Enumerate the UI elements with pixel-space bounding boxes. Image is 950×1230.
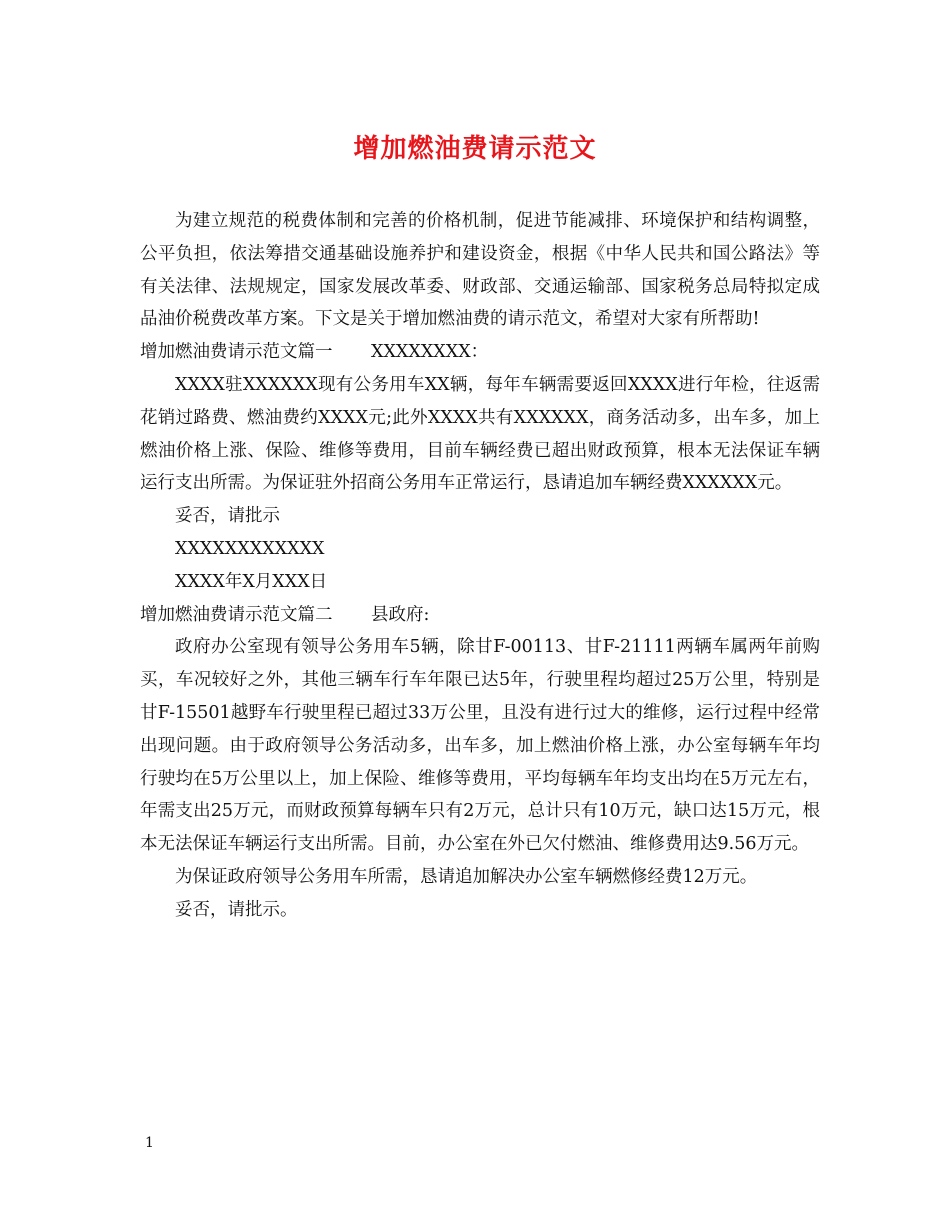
sample1-heading: 增加燃油费请示范文篇一 (140, 342, 333, 363)
sample1-addressee: XXXXXXXX： (371, 342, 489, 363)
document-title: 增加燃油费请示范文 (353, 134, 597, 164)
sample1-closing: 妥否，请批示 (175, 506, 280, 527)
page-number: 1 (145, 1135, 154, 1151)
sample1-body: XXXX驻XXXXXX现有公务用车XX辆，每年车辆需要返回XXXX进行年检，往返需花销过路费、燃油费约XXXX元;此外XXXX共有XXXXXX，商务活动多，出车多，加上燃油价格上涨、保险、维修等费用，目前车辆经费已超出财政预算，根本无法保证车辆运行支出所需。为保证驻外招商公务用车正常运行，恳请追加车辆经费XXXXXX元。 (140, 374, 820, 494)
sample1-heading-line (140, 336, 820, 369)
sample2-body-paragraph-2: 为保证政府领导公务用车所需，恳请追加解决办公室车辆燃修经费12万元。 (175, 866, 758, 887)
document-body (140, 205, 820, 927)
sample2-addressee: 县政府: (371, 604, 430, 625)
sample1-date: XXXX年X月XXX日 (175, 571, 328, 592)
sample2-heading: 增加燃油费请示范文篇二 (140, 604, 333, 625)
sample1-signature: XXXXXXXXXXXX (175, 538, 325, 559)
sample2-heading-line (140, 599, 820, 632)
intro-paragraph: 为建立规范的税费体制和完善的价格机制，促进节能减排、环境保护和结构调整，公平负担，依法筹措交通基础设施养护和建设资金，根据《中华人民共和国公路法》等有关法律、法规规定，国家发展改革委、财政部、交通运输部、国家税务总局特拟定成品油价税费改革方案。下文是关于增加燃油费的请示范文，希望对大家有所帮助! (140, 211, 820, 330)
sample2-closing: 妥否，请批示。 (175, 899, 298, 920)
sample2-body-paragraph-1: 政府办公室现有领导公务用车5辆，除甘F-00113、甘F-21111两辆车属两年前购买，车况较好之外，其他三辆车行车年限已达5年，行驶里程均超过25万公里，特别是甘F-15501越野车行驶里程已超过33万公里，且没有进行过大的维修，运行过程中经常出现问题。由于政府领导公务活动多，出车多，加上燃油价格上涨，办公室每辆车年均行驶均在5万公里以上，加上保险、维修等费用，平均每辆车年均支出均在5万元左右，年需支出25万元，而财政预算每辆车只有2万元，总计只有10万元，缺口达15万元，根本无法保证车辆运行支出所需。目前，办公室在外已欠付燃油、维修费用达9.56万元。 (140, 637, 820, 855)
